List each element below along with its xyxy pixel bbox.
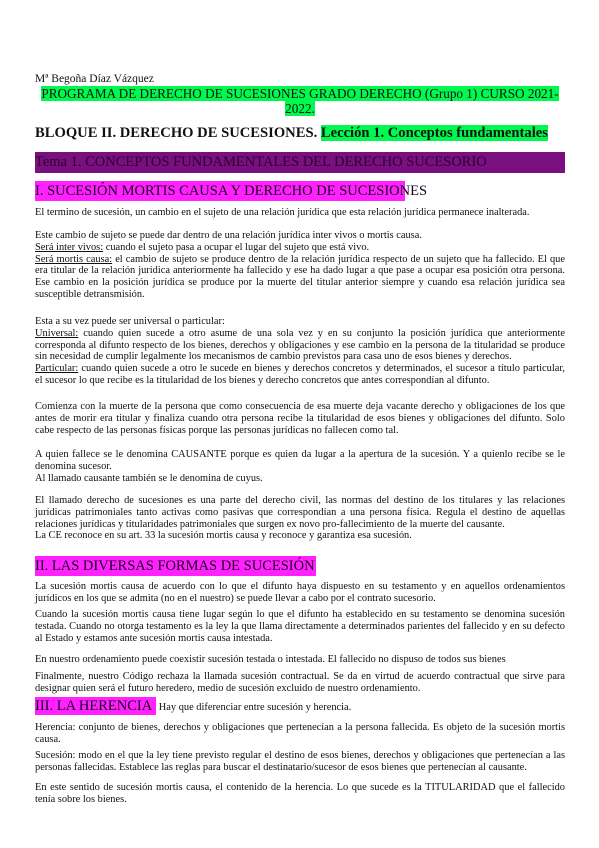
term-universal: Universal:	[35, 327, 79, 339]
paragraph-line: Esta a su vez puede ser universal o particular:	[35, 316, 225, 327]
section-1-heading: I. SUCESIÓN MORTIS CAUSA Y DERECHO DE SUCESIONES	[35, 183, 428, 199]
program-title-text: PROGRAMA DE DERECHO DE SUCESIONES GRADO DERECHO (Grupo 1) CURSO 2021-2022.	[41, 86, 559, 116]
paragraph-line: Este cambio de sujeto se puede dar dentro de una relación jurídica inter vivos o mortis causa.	[35, 230, 422, 241]
universal-definition	[35, 328, 565, 363]
section-1-paragraph	[35, 495, 565, 542]
section-3-paragraph: Sucesión: modo en el que la ley tiene previsto regular el destino de esos bienes, derechos y obligaciones que pertenecían a las personas fallecidas. Establece las reglas para buscar el destinatario/sucesor de esos bienes que pertenecían al causante.	[35, 750, 565, 773]
section-3-paragraph: En este sentido de sucesión mortis causa, el contenido de la herencia. Lo que sucede es la TITULARIDAD que el fallecido tenía sobre los bienes.	[35, 782, 565, 805]
definition-text: cuando quien sucede a otro asume de una sola vez y en su conjunto la posición jurídica que anteriormente corresponda al difunto respecto de los bienes, derechos y obligaciones y ese cambio en la persona de la titularidad se produce sin necesidad de cumplir legalmente los mecanismos de cambio previstos para casa uno de esos bienes y derechos.	[35, 327, 565, 363]
definition-text: cuando quien sucede a otro le sucede en bienes y derechos concretos y determinados, el sucesor a título particular, el sucesor lo que recibe es la titularidad de los bienes y derecho concretos que antes correspondían al difunto.	[35, 363, 565, 386]
section-1-paragraph	[35, 316, 565, 387]
paragraph-line: El llamado derecho de sucesiones es una parte del derecho civil, las normas del destino de los titulares y las relaciones jurídicas patrimoniales tanto activas como pasivas que correspondían a una persona física. Regula el destino de aquellas relaciones jurídicas y titularidades patrimoniales que surgen ex novo pro-fallecimiento de la muerte del causante.	[35, 495, 565, 530]
section-3-heading: III. LA HERENCIA	[35, 697, 156, 715]
lesson-title: Lección 1. Conceptos fundamentales	[320, 125, 548, 141]
section-1-paragraph	[35, 230, 565, 301]
section-3-paragraph: Herencia: conjunto de bienes, derechos y obligaciones que pertenecían a la persona fallecida. Es objeto de la sucesión mortis causa.	[35, 722, 565, 745]
section-1-paragraph	[35, 449, 565, 484]
paragraph-line: A quien fallece se le denomina CAUSANTE porque es quien da lugar a la apertura de la sucesión. Y a quienlo recibe se le denomina sucesor.	[35, 449, 565, 472]
term-inter-vivos: Será inter vivos:	[35, 241, 104, 253]
definition-text: cuando el sujeto pasa a ocupar el lugar del sujeto que está vivo.	[103, 241, 370, 253]
term-mortis-causa: Será mortis causa:	[35, 253, 113, 265]
section-3-heading-line	[35, 697, 351, 715]
section-2-paragraph: Cuando la sucesión mortis causa tiene lugar según lo que el difunto ha establecido en su testamento se denomina sucesión testada. Cuando no otorga testamento es la ley la que llama directamente a determinados parientes del fallecido y en su defecto al Estado y estamos ante sucesión mortis causa intestada.	[35, 609, 565, 644]
term-particular: Particular:	[35, 363, 79, 375]
tema-heading: Tema 1. CONCEPTOS FUNDAMENTALES DEL DERECHO SUCESORIO	[35, 152, 565, 173]
paragraph-line: Al llamado causante también se le denomina de cuyus.	[35, 472, 263, 484]
section-2-heading: II. LAS DIVERSAS FORMAS DE SUCESIÓN	[35, 558, 315, 574]
section-1-paragraph: El termino de sucesión, un cambio en el sujeto de una relación jurídica que esta relación jurídica permanece inalterada.	[35, 207, 530, 218]
bloque-heading	[35, 125, 548, 142]
inter-vivos-definition	[35, 242, 565, 254]
definition-text: el cambio de sujeto se produce dentro de la relación jurídica respecto de un sujeto que ha fallecido. El que era titular de la relación jurídica anteriormente ha fallecido y ese ha dado lugar a que pase a ocupar esa posición otra persona. Ese cambio en la posición jurídica se produce por la muerte del titular anterior siempre y cuando esa relación jurídica sea susceptible detransmisión.	[35, 253, 565, 300]
program-title	[35, 86, 565, 116]
author-name: Mª Begoña Díaz Vázquez	[35, 73, 154, 85]
mortis-causa-definition	[35, 254, 565, 301]
particular-definition	[35, 363, 565, 387]
section-2-paragraph: La sucesión mortis causa de acuerdo con lo que el difunto haya dispuesto en su testamento y en aquellos ordenamientos jurídicos en los que se admita (no en el nuestro) se puede llevar a cabo por el contrato sucesorio.	[35, 581, 565, 604]
section-2-paragraph: Finalmente, nuestro Código rechaza la llamada sucesión contractual. Se da en virtud de acuerdo contractual que sirve para designar quien será el futuro heredero, medio de sucesión excluido de nuestro ordenamiento.	[35, 671, 565, 694]
section-1-paragraph: Comienza con la muerte de la persona que como consecuencia de esa muerte deja vacante derecho y obligaciones de los que antes de morir era titular y finaliza cuando otra persona recibe la titularidad de esos bienes y obligaciones del difunto. Solo cabe respecto de las personas físicas porque las personas jurídicas no fallecen como tal.	[35, 401, 565, 436]
paragraph-line: La CE reconoce en su art. 33 la sucesión mortis causa y reconoce y garantiza esa sucesión.	[35, 530, 412, 542]
bloque-title: BLOQUE II. DERECHO DE SUCESIONES.	[35, 125, 318, 141]
section-3-intro: Hay que diferenciar entre sucesión y herencia.	[156, 702, 352, 713]
section-2-paragraph: En nuestro ordenamiento puede coexistir sucesión testada o intestada. El fallecido no dispuso de todos sus bienes	[35, 654, 506, 665]
